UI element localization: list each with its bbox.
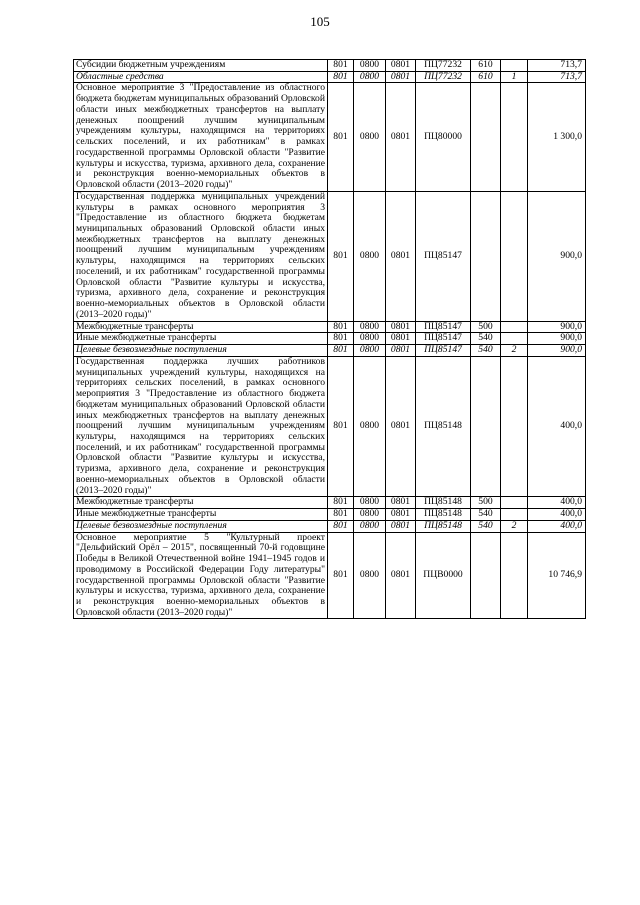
table-row	[74, 520, 586, 532]
section-code-cell: 0800	[354, 509, 386, 521]
source-code-cell: 1	[501, 71, 528, 83]
source-code-cell	[501, 333, 528, 345]
amount-cell: 10 746,9	[528, 532, 586, 619]
target-article-cell: ПЦ77232	[416, 60, 471, 72]
expense-type-cell: 540	[471, 333, 501, 345]
section-code-cell: 0800	[354, 321, 386, 333]
source-code-cell: 2	[501, 345, 528, 357]
section-code-cell: 0800	[354, 497, 386, 509]
section-code-cell: 0800	[354, 333, 386, 345]
row-name-cell: Основное мероприятие 3 "Предоставление из областного бюджета бюджетам муниципальных образований Орловской области иных межбюджетных трансфертов на выплату денежных поощрений лучшим муниципальным учреждениям культуры, находящимся на территориях сельских поселений, и их работникам" в рамках государственной программы Орловской области "Развитие культуры и искусства, туризма, архивного дела, сохранение и реконструкция военно-мемориальных объектов в Орловской области (2013–2020 годы)"	[74, 83, 328, 191]
source-code-cell	[501, 497, 528, 509]
expense-type-cell: 540	[471, 520, 501, 532]
subsection-code-cell: 0801	[386, 345, 416, 357]
expense-type-cell: 540	[471, 345, 501, 357]
budget-table	[73, 59, 586, 619]
row-name-cell: Областные средства	[74, 71, 328, 83]
target-article-cell: ПЦ85147	[416, 333, 471, 345]
table-row	[74, 60, 586, 72]
source-code-cell: 2	[501, 520, 528, 532]
source-code-cell	[501, 60, 528, 72]
target-article-cell: ПЦ80000	[416, 83, 471, 191]
table-row	[74, 497, 586, 509]
subsection-code-cell: 0801	[386, 71, 416, 83]
section-code-cell: 0800	[354, 60, 386, 72]
expense-type-cell: 540	[471, 509, 501, 521]
amount-cell: 400,0	[528, 520, 586, 532]
subsection-code-cell: 0801	[386, 333, 416, 345]
target-article-cell: ПЦ77232	[416, 71, 471, 83]
ministry-code-cell: 801	[328, 71, 354, 83]
subsection-code-cell: 0801	[386, 532, 416, 619]
expense-type-cell: 500	[471, 321, 501, 333]
ministry-code-cell: 801	[328, 321, 354, 333]
table-row	[74, 83, 586, 191]
ministry-code-cell: 801	[328, 191, 354, 321]
subsection-code-cell: 0801	[386, 60, 416, 72]
row-name-cell: Межбюджетные трансферты	[74, 321, 328, 333]
row-name-cell: Межбюджетные трансферты	[74, 497, 328, 509]
row-name-cell: Государственная поддержка лучших работников муниципальных учреждений культуры, находящихся на территориях сельских поселений, в рамках основного мероприятия 3 "Предоставление из областного бюджета бюджетам муниципальных образований Орловской области иных межбюджетных трансфертов на выплату денежных поощрений лучшим муниципальным учреждениям культуры, находящимся на территориях сельских поселений, и их работникам" государственной программы Орловской области "Развитие культуры и искусства, туризма, архивного дела, сохранение и реконструкция военно-мемориальных объектов в Орловской области (2013–2020 годы)"	[74, 356, 328, 497]
target-article-cell: ПЦ85148	[416, 497, 471, 509]
row-name-cell: Иные межбюджетные трансферты	[74, 509, 328, 521]
target-article-cell: ПЦ85148	[416, 509, 471, 521]
expense-type-cell	[471, 191, 501, 321]
source-code-cell	[501, 532, 528, 619]
ministry-code-cell: 801	[328, 520, 354, 532]
amount-cell: 1 300,0	[528, 83, 586, 191]
amount-cell: 400,0	[528, 509, 586, 521]
ministry-code-cell: 801	[328, 509, 354, 521]
subsection-code-cell: 0801	[386, 356, 416, 497]
row-name-cell: Основное мероприятие 5 "Культурный проект "Дельфийский Орёл – 2015", посвященный 70-й годовщине Победы в Великой Отечественной войне 1941–1945 годов и проводимому в Российской Федерации Году литературы" государственной программы Орловской области "Развитие культуры и искусства, туризма, архивного дела, сохранение и реконструкция военно-мемориальных объектов в Орловской области (2013–2020 годы)"	[74, 532, 328, 619]
amount-cell: 900,0	[528, 345, 586, 357]
row-name-cell: Государственная поддержка муниципальных учреждений культуры в рамках основного мероприятия 3 "Предоставление из областного бюджета бюджетам муниципальных образований Орловской области иных межбюджетных трансфертов на выплату денежных поощрений лучшим муниципальным учреждениям культуры, находящимся на территориях сельских поселений, и их работникам" государственной программы Орловской области "Развитие культуры и искусства, туризма, архивного дела, сохранение и реконструкция военно-мемориальных объектов в Орловской области (2013–2020 годы)"	[74, 191, 328, 321]
subsection-code-cell: 0801	[386, 497, 416, 509]
section-code-cell: 0800	[354, 345, 386, 357]
section-code-cell: 0800	[354, 71, 386, 83]
subsection-code-cell: 0801	[386, 321, 416, 333]
source-code-cell	[501, 509, 528, 521]
amount-cell: 400,0	[528, 497, 586, 509]
amount-cell: 900,0	[528, 333, 586, 345]
subsection-code-cell: 0801	[386, 191, 416, 321]
target-article-cell: ПЦ85147	[416, 345, 471, 357]
table-row	[74, 321, 586, 333]
table-row	[74, 191, 586, 321]
section-code-cell: 0800	[354, 191, 386, 321]
amount-cell: 400,0	[528, 356, 586, 497]
row-name-cell: Иные межбюджетные трансферты	[74, 333, 328, 345]
target-article-cell: ПЦ85148	[416, 520, 471, 532]
ministry-code-cell: 801	[328, 532, 354, 619]
ministry-code-cell: 801	[328, 60, 354, 72]
ministry-code-cell: 801	[328, 333, 354, 345]
amount-cell: 900,0	[528, 321, 586, 333]
target-article-cell: ПЦ85147	[416, 321, 471, 333]
row-name-cell: Целевые безвозмездные поступления	[74, 345, 328, 357]
table-row	[74, 509, 586, 521]
source-code-cell	[501, 191, 528, 321]
source-code-cell	[501, 83, 528, 191]
ministry-code-cell: 801	[328, 83, 354, 191]
expense-type-cell	[471, 83, 501, 191]
section-code-cell: 0800	[354, 532, 386, 619]
target-article-cell: ПЦ85148	[416, 356, 471, 497]
source-code-cell	[501, 356, 528, 497]
row-name-cell: Субсидии бюджетным учреждениям	[74, 60, 328, 72]
expense-type-cell	[471, 532, 501, 619]
table-row	[74, 356, 586, 497]
table-row	[74, 333, 586, 345]
ministry-code-cell: 801	[328, 356, 354, 497]
page-number: 105	[310, 14, 330, 29]
expense-type-cell: 610	[471, 71, 501, 83]
amount-cell: 900,0	[528, 191, 586, 321]
subsection-code-cell: 0801	[386, 520, 416, 532]
subsection-code-cell: 0801	[386, 509, 416, 521]
table-row	[74, 532, 586, 619]
target-article-cell: ПЦВ0000	[416, 532, 471, 619]
section-code-cell: 0800	[354, 356, 386, 497]
row-name-cell: Целевые безвозмездные поступления	[74, 520, 328, 532]
section-code-cell: 0800	[354, 520, 386, 532]
expense-type-cell: 500	[471, 497, 501, 509]
target-article-cell: ПЦ85147	[416, 191, 471, 321]
budget-table-body	[74, 60, 586, 619]
amount-cell: 713,7	[528, 60, 586, 72]
expense-type-cell	[471, 356, 501, 497]
section-code-cell: 0800	[354, 83, 386, 191]
ministry-code-cell: 801	[328, 345, 354, 357]
table-row	[74, 345, 586, 357]
amount-cell: 713,7	[528, 71, 586, 83]
table-row	[74, 71, 586, 83]
subsection-code-cell: 0801	[386, 83, 416, 191]
expense-type-cell: 610	[471, 60, 501, 72]
ministry-code-cell: 801	[328, 497, 354, 509]
source-code-cell	[501, 321, 528, 333]
